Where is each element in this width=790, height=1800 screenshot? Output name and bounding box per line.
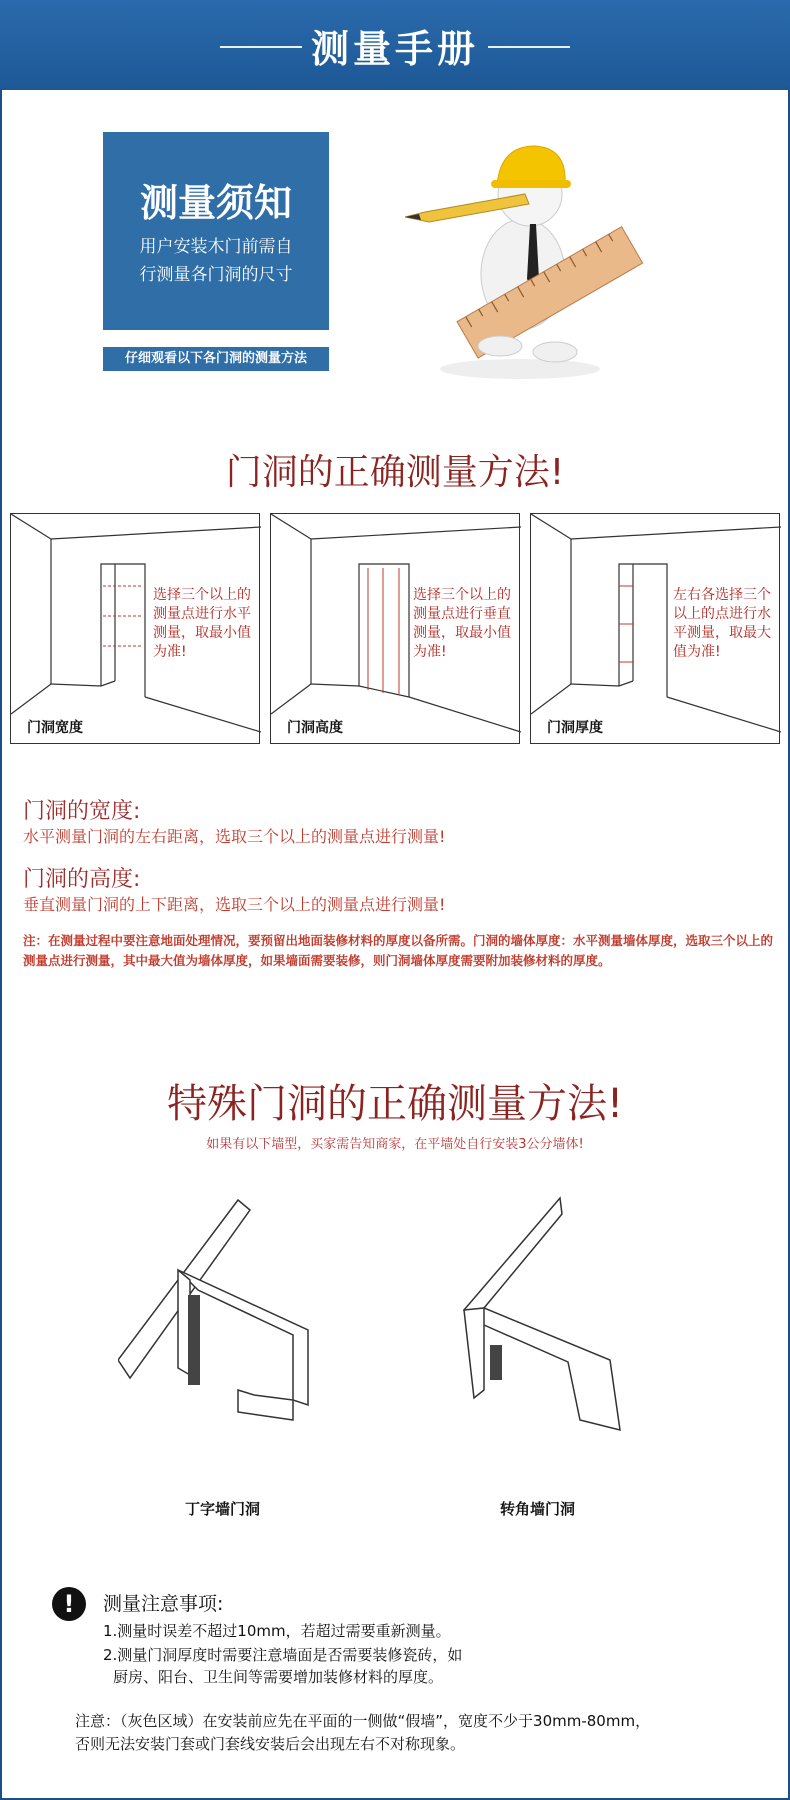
corner-wall-label: 转角墙门洞 <box>500 1500 576 1518</box>
attention-item-2-line2: 厨房、阳台、卫生间等需要增加装修材料的厚度。 <box>113 1668 444 1686</box>
notice-text-line1: 用户安装木门前需自 <box>139 237 293 257</box>
notice-box <box>103 132 329 330</box>
notice-text-line2: 行测量各门洞的尺寸 <box>139 265 293 285</box>
panel-note-thickness: 左右各选择三个以上的点进行水平测量，取最大值为准! <box>673 587 771 660</box>
width-heading: 门洞的宽度: <box>23 799 141 824</box>
final-note <box>75 1710 755 1756</box>
panel-label-thickness: 门洞厚度 <box>547 720 603 736</box>
panel-note-width: 选择三个以上的测量点进行水平测量，取最小值为准! <box>153 587 251 660</box>
height-heading: 门洞的高度: <box>23 867 141 892</box>
notice-title: 测量须知 <box>139 181 292 225</box>
width-text: 水平测量门洞的左右距离，选取三个以上的测量点进行测量! <box>23 827 446 846</box>
section-title-special-method: 特殊门洞的正确测量方法! <box>166 1081 624 1127</box>
final-note-line1: 注意：（灰色区域）在安装前应先在平面的一侧做“假墙”，宽度不少于30mm-80mm， <box>75 1712 651 1730</box>
worker-with-ruler-illustration <box>405 124 645 384</box>
notice-subtitle: 仔细观看以下各门洞的测量方法 <box>103 347 329 371</box>
measurement-note: 注：在测量过程中要注意地面处理情况，要预留出地面装修材料的厚度以备所需。门洞的墙体厚度：水平测量墙体厚度，选取三个以上的测量点进行测量，其中最大值为墙体厚度，如果墙面需要装修，则门洞墙体厚度需要附加装修材料的厚度。 <box>23 933 774 968</box>
panel-label-height: 门洞高度 <box>287 720 343 736</box>
header-divider-right <box>488 46 570 48</box>
t-wall-diagram <box>118 1190 338 1440</box>
panel-label-width: 门洞宽度 <box>27 720 83 736</box>
final-note-line2: 否则无法安装门套或门套线安装后会出现左右不对称现象。 <box>75 1735 466 1753</box>
attention-item-2-line1: 2.测量门洞厚度时需要注意墙面是否需要装修瓷砖，如 <box>103 1646 463 1664</box>
attention-item-1: 1.测量时误差不超过10mm，若超过需要重新测量。 <box>103 1622 451 1640</box>
panel-note-height: 选择三个以上的测量点进行垂直测量，取最小值为准! <box>413 587 511 660</box>
t-wall-label: 丁字墙门洞 <box>185 1500 261 1518</box>
section-title-measure-method: 门洞的正确测量方法! <box>225 452 565 493</box>
notice-text <box>113 233 319 289</box>
exclamation-icon: ! <box>52 1587 86 1621</box>
diagram-panel-height <box>270 513 520 744</box>
diagram-panel-thickness <box>530 513 780 744</box>
diagram-panel-width <box>10 513 260 744</box>
special-subtitle: 如果有以下墙型，买家需告知商家，在平墙处自行安装3公分墙体! <box>206 1137 584 1152</box>
corner-wall-diagram <box>460 1190 680 1440</box>
page-title: 测量手册 <box>310 27 479 71</box>
attention-title: 测量注意事项: <box>103 1593 224 1615</box>
height-text: 垂直测量门洞的上下距离，选取三个以上的测量点进行测量! <box>23 895 446 914</box>
page-header <box>0 0 790 90</box>
